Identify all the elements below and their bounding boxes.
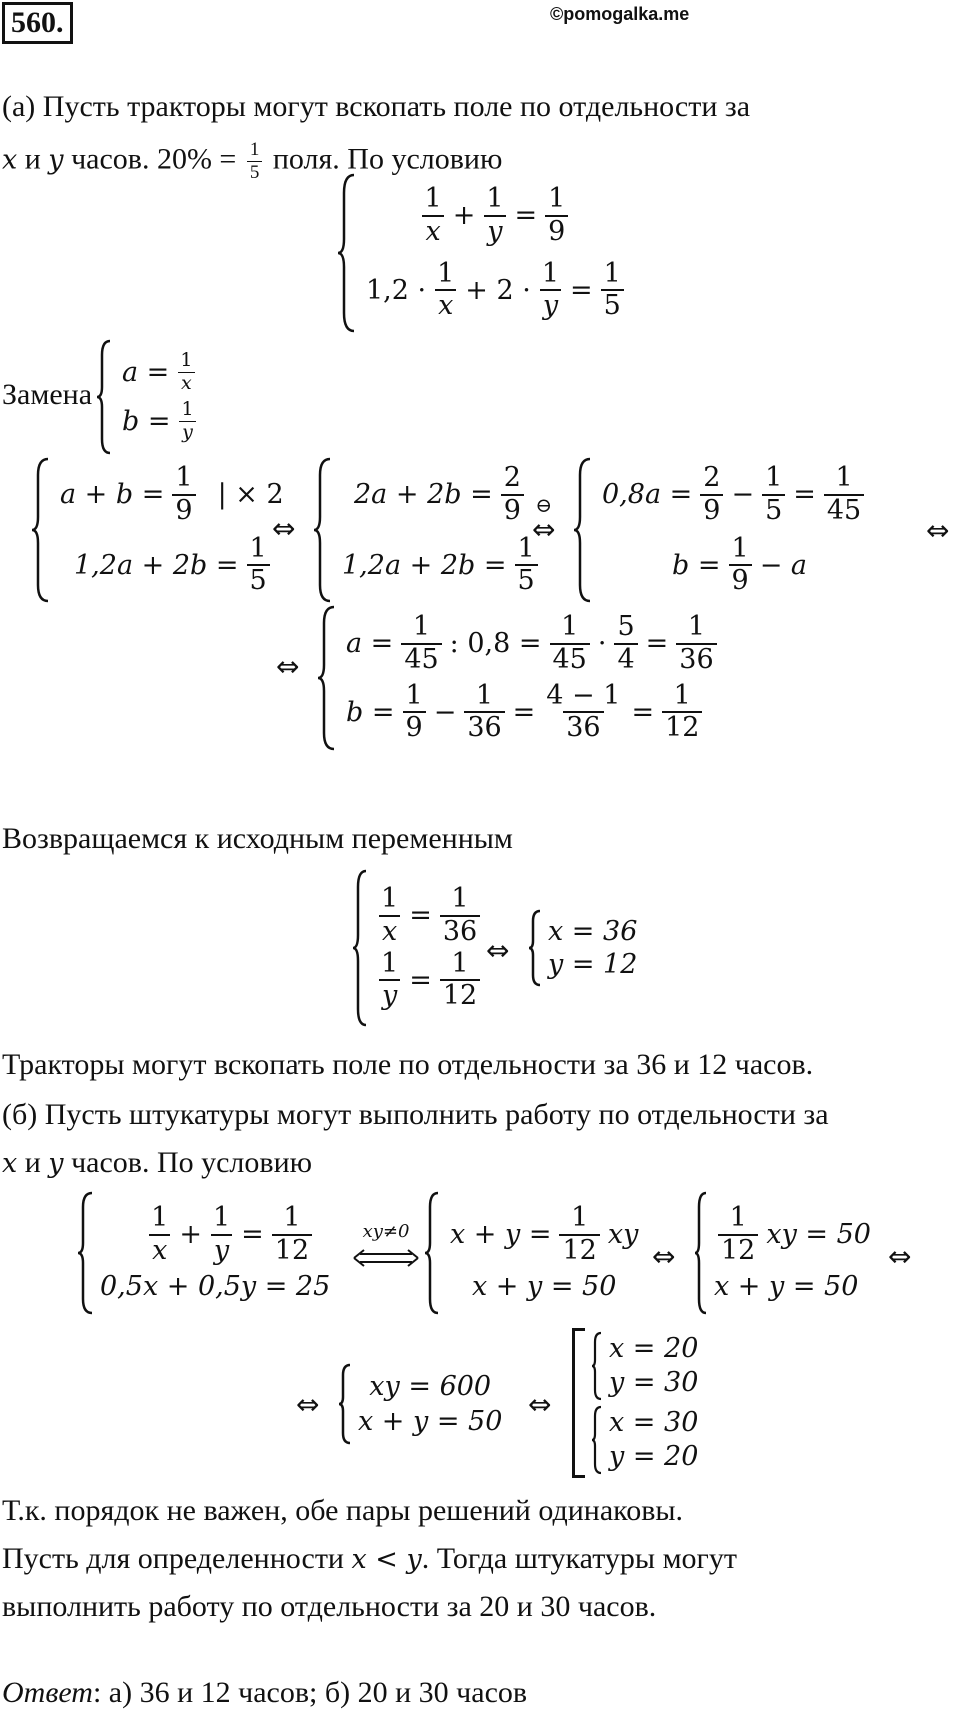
chain-1-system-3: 0,8a = $\frac{2}{9}$ − $\frac{1}{5}$ = $\frac{1}{45}$ b = $\frac{1}{9}$ − a [572,456,868,604]
brace-icon [316,605,336,751]
word-and: и [24,142,41,176]
chain-1-system-1: a + b = $\frac{1}{9}$ | × 2 1,2a + 2b = $\frac{1}{5}$ [30,456,288,604]
chain-1-system-2: 2a + 2b = $\frac{2}{9}$ 1,2a + 2b = $\frac{1}{5}$ [312,456,542,604]
subtract-arrow: ⊖ ⇔ [532,495,556,546]
substitution-label: Замена [2,378,93,411]
system-1-row-2: 1,2 · $\frac{1}{x}$ + 2 · $\frac{1}{y}$ = $\frac{1}{5}$ [362,260,628,321]
iff-arrow: ⇔ [276,650,300,683]
part-b-note-2: Пусть для определенности x < y. Тогда штукатуры могут [2,1542,737,1575]
part-b-system-2: x + y = $\frac{1}{12}$ xy x + y = 50 [424,1190,642,1316]
problem-number: 560. [2,2,73,44]
bracket-icon [572,1328,585,1478]
long-iff-arrow-icon [352,1248,420,1268]
part-b-system-4: xy = 600 x + y = 50 [338,1362,502,1446]
answer [2,1676,527,1710]
answer-text: : а) 36 и 12 часов; б) 20 и 30 часов [92,1676,528,1709]
brace-icon [96,339,112,455]
iff-arrow: ⇔ [652,1240,676,1273]
var-x: x [2,144,18,176]
brace-icon [694,1191,708,1315]
solution-set: x = 20 y = 30 x = 30 y = 20 [572,1328,698,1478]
minus-circle-icon: ⊖ [535,495,553,517]
percent-text: часов. 20% = [71,142,237,176]
iff-arrow: ⇔ [486,934,510,967]
brace-icon [591,1331,603,1401]
fraction-one-fifth: $\frac{1}{5}$ [247,140,263,183]
part-b-intro-line1: (б) Пусть штукатуры могут выполнить работу по отдельности за [2,1098,829,1131]
part-a-intro-line1: (а) Пусть тракторы могут вскопать поле по отдельности за [2,90,751,123]
part-b-note-1: Т.к. порядок не важен, обе пары решений одинаковы. [2,1494,684,1527]
iff-arrow: ⇔ [926,514,950,547]
iff-arrow: ⇔ [528,1388,552,1421]
part-b-system-1: $\frac{1}{x}$ + $\frac{1}{y}$ = $\frac{1}{12}$ 0,5x + 0,5y = 25 [76,1190,330,1316]
part-b-system-3: $\frac{1}{12}$ xy = 50 x + y = 50 [694,1190,875,1316]
brace-icon [312,457,332,603]
brace-icon [352,869,368,1027]
substitution-system: a = $\frac{1}{x}$ b = $\frac{1}{y}$ [96,338,201,456]
chain-2-system: a = $\frac{1}{45}$ : 0,8 = $\frac{1}{45}$ · $\frac{5}{4}$ = $\frac{1}{36}$ b = $\frac{1}{9}$ − $\frac{1}{36}$ = $\frac{4 - 1}{36}$ = $\frac{1}{12}$ [316,604,721,752]
brace-icon [424,1191,440,1315]
result-system-a: x = 36 y = 12 [528,908,637,988]
part-a-conclusion: Тракторы могут вскопать поле по отдельности за 36 и 12 часов. [2,1048,814,1081]
condition-label: xy≠0 [362,1221,410,1242]
back-substitution-system: $\frac{1}{x}$ = $\frac{1}{36}$ $\frac{1}{y}$ = $\frac{1}{12}$ [352,868,484,1028]
var-y: y [48,144,64,176]
iff-arrow: ⇔ [272,512,296,545]
part-b-note-3: выполнить работу по отдельности за 20 и 30 часов. [2,1590,657,1623]
brace-icon [30,457,50,603]
brace-icon [338,1363,352,1445]
brace-icon [572,457,592,603]
answer-label: Ответ [2,1676,93,1709]
brace-icon [336,173,356,333]
system-1 [336,172,628,334]
system-1-row-1: $\frac{1}{x}$ + $\frac{1}{y}$ = $\frac{1}{9}$ [362,185,628,246]
condition-arrow [352,1222,420,1276]
site-watermark: ©pomogalka.me [550,4,690,24]
brace-icon [528,909,542,987]
iff-arrow: ⇔ [296,1388,320,1421]
return-text: Возвращаемся к исходным переменным [2,822,513,855]
part-b-intro-line2: x и y часов. По условию [2,1146,313,1179]
condition-text: поля. По условию [272,142,503,176]
iff-arrow: ⇔ [888,1240,912,1273]
brace-icon [591,1405,603,1475]
brace-icon [76,1191,94,1315]
